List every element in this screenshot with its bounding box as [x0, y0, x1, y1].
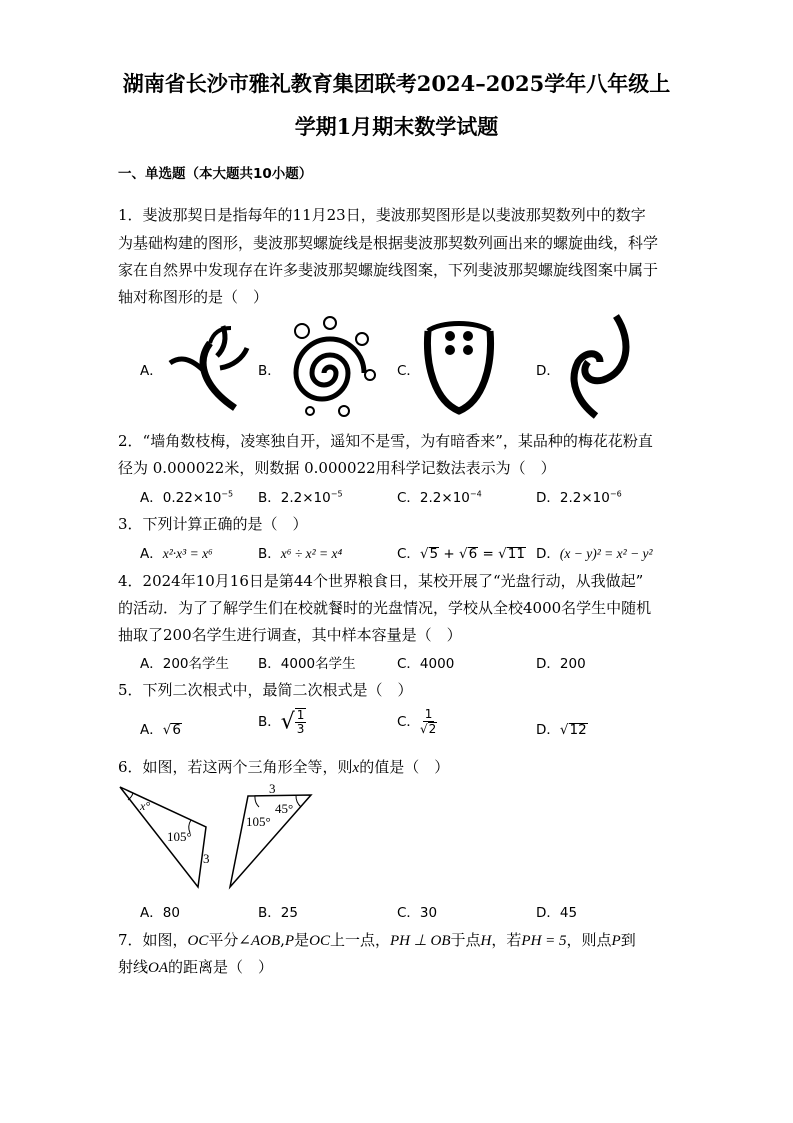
- q1-figure-b: [282, 313, 378, 419]
- q2-option-b-exp: −5: [330, 489, 343, 499]
- triangle-right: [230, 795, 311, 887]
- q3-option-c-radicand-3: 11: [507, 546, 525, 562]
- q5-option-c-denominator: 2: [428, 722, 437, 737]
- q6-option-a[interactable]: A．80: [140, 905, 180, 921]
- q2-line-1: 2．“墙角数枝梅，凌寒独自开，遥知不是雪，为有暗香来”，某品种的梅花花粉直: [118, 432, 653, 450]
- title-line-1: 湖南省长沙市雅礼教育集团联考2024–2025学年八年级上: [122, 71, 671, 96]
- q6-text-a: 6．如图，若这两个三角形全等，则: [118, 758, 353, 776]
- q7-t7: ，若: [491, 931, 522, 949]
- q2-option-a[interactable]: [140, 486, 233, 506]
- q1-option-d[interactable]: D．: [536, 363, 560, 379]
- q5-option-c-numerator: 1: [424, 707, 433, 721]
- q2-option-b[interactable]: [258, 486, 343, 506]
- q4-option-a[interactable]: A．200名学生: [140, 656, 230, 672]
- q6-triangles-figure: [115, 783, 320, 891]
- q3-option-b-label: B．: [258, 546, 281, 562]
- q7-t9: 到: [620, 931, 636, 949]
- q5-option-a-label: A．: [140, 722, 163, 738]
- q7-t3: ,: [280, 931, 285, 949]
- q7-oc2: OC: [309, 933, 330, 949]
- q5-option-b[interactable]: B．√ $\frac{1}{3}$: [258, 708, 305, 737]
- q3-line-1: 3．下列计算正确的是（ ）: [118, 515, 308, 533]
- q7-oc: OC: [187, 933, 209, 949]
- q1-option-b[interactable]: B．: [258, 363, 281, 379]
- q7-line-1: [118, 929, 636, 950]
- q1-line-3: 家在自然界中发现存在许多斐波那契螺旋线图案，下列斐波那契螺旋线图案中属于: [118, 261, 659, 279]
- q7-t8: ，则点: [566, 931, 612, 949]
- q2-option-c-exp: −4: [469, 489, 482, 499]
- q3-option-c-radicand-1: 5: [429, 546, 439, 562]
- q6-fig-label-45: 45°: [275, 801, 294, 816]
- q5-option-c-label: C．: [397, 714, 420, 731]
- section-heading: 一、单选题（本大题共10小题）: [118, 166, 313, 182]
- q3-option-a-expr: x²·x³ = x⁶: [162, 546, 213, 561]
- q7-t11: 的距离是（ ）: [168, 958, 274, 976]
- q6-fig-label-3-right: 3: [269, 783, 276, 796]
- q7-t1: 7．如图，: [118, 931, 188, 949]
- q2-option-c[interactable]: [397, 486, 482, 506]
- q5-option-b-numerator: 1: [296, 708, 305, 722]
- q4-option-d[interactable]: D．200: [536, 656, 586, 672]
- q3-option-c-label: C．: [397, 546, 420, 562]
- q3-option-b[interactable]: [258, 542, 342, 562]
- q4-option-c[interactable]: C．4000: [397, 656, 455, 672]
- q7-oa: OA: [148, 960, 169, 976]
- q6-fig-label-x: x°: [140, 799, 151, 813]
- q7-h: H: [480, 933, 492, 949]
- q1-line-1: 1．斐波那契日是指每年的11月23日，斐波那契图形是以斐波那契数列中的数字: [118, 206, 646, 224]
- q7-ph: PH ⊥ OB: [389, 933, 451, 949]
- q2-option-a-text: A．0.22×10: [140, 490, 222, 506]
- q5-option-a[interactable]: A．√6: [140, 722, 181, 738]
- q1-option-c[interactable]: C．: [397, 363, 420, 379]
- q5-option-d[interactable]: D．√12: [536, 722, 587, 738]
- q3-option-d-label: D．: [536, 546, 560, 562]
- q4-line-2: 的活动．为了了解学生们在校就餐时的光盘情况，学校从全校4000名学生中随机: [118, 599, 652, 617]
- q3-option-c[interactable]: C．√5 + √6 = √11: [397, 546, 525, 562]
- q2-option-d-text: D．2.2×10: [536, 490, 610, 506]
- q6-fig-label-105-right: 105°: [246, 814, 271, 829]
- title-line-2: 学期1月期末数学试题: [294, 114, 499, 139]
- q5-option-d-label: D．: [536, 722, 560, 738]
- q7-t4: 是: [294, 931, 310, 949]
- q6-line-1: [118, 756, 449, 777]
- q6-option-d[interactable]: D．45: [536, 905, 578, 921]
- q2-option-d-exp: −6: [609, 489, 622, 499]
- q1-option-a[interactable]: A．: [140, 363, 163, 379]
- q3-option-a-label: A．: [140, 546, 163, 562]
- q6-fig-label-105-left: 105°: [167, 829, 192, 844]
- q7-ph5: PH = 5: [521, 933, 567, 949]
- q6-option-b[interactable]: B．25: [258, 905, 298, 921]
- q2-line-2: 径为 0.000022米，则数据 0.000022用科学记数法表示为（ ）: [118, 459, 556, 477]
- q3-option-c-equals: =: [478, 546, 499, 562]
- q4-line-1: 4．2024年10月16日是第44个世界粮食日，某校开展了“光盘行动，从我做起”: [118, 572, 644, 590]
- q7-t6: 于点: [450, 931, 481, 949]
- q3-option-d-expr: (x − y)² = x² − y²: [559, 546, 653, 561]
- q6-text-b: 的值是（ ）: [359, 758, 450, 776]
- q1-line-4: 轴对称图形的是（ ）: [118, 288, 269, 306]
- q4-line-3: 抽取了200名学生进行调查，其中样本容量是（ ）: [118, 626, 462, 644]
- q7-t10: 射线: [118, 958, 149, 976]
- q4-option-b[interactable]: B．4000名学生: [258, 656, 356, 672]
- q2-option-c-text: C．2.2×10: [397, 490, 470, 506]
- triangle-left: [120, 787, 206, 887]
- q7-t2: 平分∠: [208, 931, 251, 949]
- q7-t5: 上一点，: [329, 931, 390, 949]
- q1-figure-d: [558, 312, 636, 420]
- q5-option-a-radicand: 6: [172, 722, 181, 738]
- q6-fig-label-3-left: 3: [203, 851, 210, 866]
- q5-option-b-label: B．: [258, 714, 281, 731]
- q3-option-a[interactable]: [140, 542, 213, 562]
- q3-option-d[interactable]: [536, 542, 653, 562]
- q2-option-d[interactable]: [536, 486, 622, 506]
- q1-figure-c: [420, 316, 498, 416]
- q1-figure-a: [165, 318, 253, 414]
- q2-option-a-exp: −5: [221, 489, 234, 499]
- q5-option-d-radicand: 12: [569, 722, 587, 738]
- q5-option-c[interactable]: C． $\frac{1}{√2}$: [397, 707, 437, 737]
- q2-option-b-text: B．2.2×10: [258, 490, 331, 506]
- q3-option-c-radicand-2: 6: [468, 546, 478, 562]
- q6-var-x: x: [352, 760, 360, 776]
- q6-option-c[interactable]: C．30: [397, 905, 438, 921]
- q5-line-1: 5．下列二次根式中，最简二次根式是（ ）: [118, 681, 413, 699]
- q5-option-b-denominator: 3: [296, 722, 305, 737]
- q3-option-b-expr: x⁶ ÷ x² = x⁴: [280, 546, 343, 561]
- q3-option-c-plus: +: [439, 546, 460, 562]
- q1-line-2: 为基础构建的图形，斐波那契螺旋线是根据斐波那契数列画出来的螺旋曲线，科学: [118, 234, 659, 252]
- q7-line-2: [118, 956, 273, 977]
- q7-p: P: [284, 933, 295, 949]
- q7-p2: P: [611, 933, 621, 949]
- q7-aob: AOB: [250, 933, 281, 949]
